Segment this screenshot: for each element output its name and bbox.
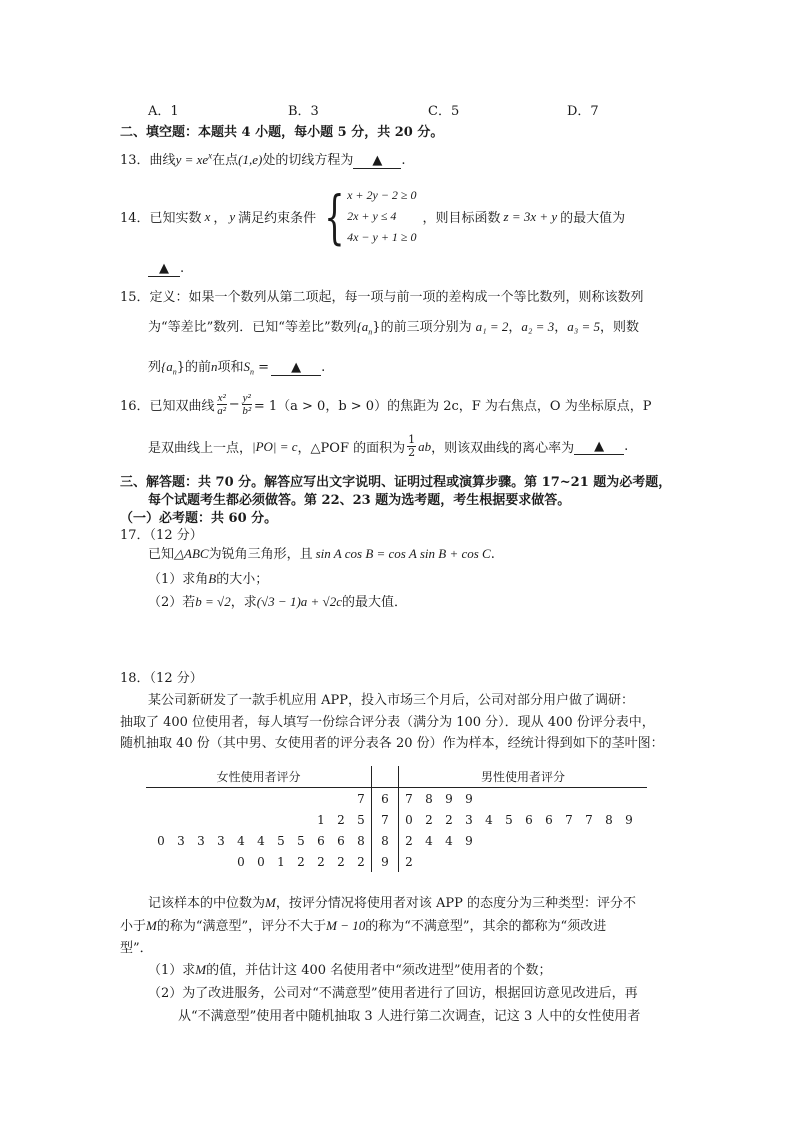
q16-line-1: 16． 已知双曲线 $\frac{\text{x²}}{\text{a²}}$ − $\frac{\text{y²}}{\text{b²}}$ = 1（a > 0，b > 0）的焦距为 2c，F 为右焦点，O 为坐标原点，P bbox=[120, 392, 652, 417]
q18-sub-1: （1）求M的值，并估计这 400 名使用者中“须改进型”使用者的个数； bbox=[148, 962, 552, 978]
left-brace-icon: { bbox=[324, 182, 345, 251]
female-leaf: 2 bbox=[357, 854, 365, 869]
q13-number: 13． bbox=[120, 153, 150, 168]
q14-objective: z = 3x + y bbox=[503, 208, 558, 224]
q15-line3-c: 项和 bbox=[217, 360, 244, 375]
q17-equation: sin A cos B = cos A sin B + cos C bbox=[315, 546, 491, 561]
male-leaf: 9 bbox=[465, 791, 473, 806]
option-c: C．5 bbox=[428, 104, 460, 119]
median-minus-10: M − 10 bbox=[326, 918, 366, 933]
female-leaf: 5 bbox=[297, 833, 305, 848]
q15-line2-b: 的前三项分别为 bbox=[380, 320, 472, 335]
stem-value: 8 bbox=[372, 830, 399, 851]
female-leaves bbox=[146, 788, 372, 810]
option-d: D．7 bbox=[567, 104, 599, 119]
stem-row bbox=[146, 809, 647, 830]
q17-stmt-b: 为锐角三角形，且 bbox=[208, 547, 313, 562]
male-leaf: 2 bbox=[405, 833, 413, 848]
q16-answer-blank: ▲ bbox=[574, 439, 624, 455]
q16-half: $\frac{1}{2}$ bbox=[408, 433, 416, 459]
male-leaf: 8 bbox=[425, 791, 433, 806]
section-3-heading-1: 三、解答题：共 70 分。解答应写出文字说明、证明过程或演算步骤。第 17~21 题为必考题， bbox=[120, 475, 672, 490]
q18-definition-3: 型”． bbox=[120, 941, 153, 956]
female-leaf: 6 bbox=[317, 833, 325, 848]
option-b: B．3 bbox=[288, 104, 319, 119]
q17-end: . bbox=[490, 547, 495, 562]
q15-a2: a₂ = 3 bbox=[521, 319, 555, 334]
female-leaf: 1 bbox=[277, 854, 285, 869]
q17-condition: b = √2 bbox=[195, 594, 231, 609]
q16-eq1: = 1（a > 0，b > 0）的焦距为 2c，F 为右焦点，O 为坐标原点，P bbox=[253, 399, 652, 414]
q14-post: 的最大值为 bbox=[560, 211, 626, 226]
male-leaf: 7 bbox=[405, 791, 413, 806]
q15-line3-b: 的前 bbox=[185, 360, 212, 375]
section-3-heading-2: 每个试题考生都必须做答。第 22、23 题为选考题，考生根据要求做答。 bbox=[148, 493, 571, 508]
female-leaf: 3 bbox=[217, 833, 225, 848]
q15-line2-c: ，则数 bbox=[600, 320, 640, 335]
female-leaf: 3 bbox=[177, 833, 185, 848]
male-leaf: 6 bbox=[545, 812, 553, 827]
male-leaf: 0 bbox=[405, 812, 413, 827]
median-var: M bbox=[265, 895, 276, 910]
q17-part-1: （1）求角B的大小； bbox=[148, 571, 269, 587]
female-leaf: 6 bbox=[337, 833, 345, 848]
q14-sep: ， bbox=[213, 211, 227, 226]
q13-mid: 在点 bbox=[212, 153, 239, 168]
q15-a1: a₁ = 2 bbox=[475, 319, 509, 334]
female-leaves bbox=[146, 851, 372, 872]
female-leaf: 2 bbox=[317, 854, 325, 869]
q16-number: 16． bbox=[120, 399, 150, 414]
female-leaf: 0 bbox=[157, 833, 165, 848]
q14-answer-line bbox=[148, 261, 184, 277]
male-leaf: 2 bbox=[425, 812, 433, 827]
q15-n: n bbox=[211, 359, 218, 374]
male-header: 男性使用者评分 bbox=[399, 766, 648, 788]
female-leaf: 0 bbox=[257, 854, 265, 869]
stem-leaf-table bbox=[146, 766, 647, 872]
q15-line3-a: 列 bbox=[148, 360, 162, 375]
q14-mid: ，则目标函数 bbox=[422, 211, 501, 226]
stem-value: 7 bbox=[372, 809, 399, 830]
male-leaf: 9 bbox=[445, 791, 453, 806]
q17-triangle: △ABC bbox=[174, 546, 209, 561]
q13-end: . bbox=[401, 153, 406, 168]
q16-ab: ab bbox=[418, 438, 432, 454]
q18-definition-1: 记该样本的中位数为M，按评分情况将使用者对该 APP 的态度分为三种类型：评分不 bbox=[148, 895, 637, 911]
male-leaves bbox=[399, 851, 648, 872]
male-leaves bbox=[399, 830, 648, 851]
q16-line2-a: 是双曲线上一点， bbox=[148, 441, 253, 456]
female-leaf: 3 bbox=[197, 833, 205, 848]
male-leaf: 8 bbox=[605, 812, 613, 827]
q16-line2-c: ，则该双曲线的离心率为 bbox=[431, 441, 575, 456]
q17-part-2: （2）若b = √2，求(√3 − 1)a + √2c的最大值． bbox=[148, 594, 407, 610]
female-leaf: 0 bbox=[237, 854, 245, 869]
female-leaf: 7 bbox=[357, 791, 365, 806]
q15-end: . bbox=[321, 360, 326, 375]
male-leaf: 4 bbox=[485, 812, 493, 827]
q15-a3: a₃ = 5 bbox=[567, 319, 601, 334]
q17-stmt-a: 已知 bbox=[148, 547, 175, 562]
q14-pre: 已知实数 bbox=[149, 211, 202, 226]
q14-answer-blank: ▲ bbox=[148, 261, 180, 277]
q13-function: y = xe bbox=[175, 152, 209, 167]
q16-frac-x: $\frac{\text{x²}}{\text{a²}}$ bbox=[217, 392, 227, 417]
female-header: 女性使用者评分 bbox=[146, 766, 372, 788]
q15-line-2: 为“等差比”数列．已知“等差比”数列$\{a_n\}$的前三项分别为 a₁ = 2，a₂ = 3，a₃ = 5，则数 bbox=[148, 319, 640, 337]
female-leaf: 2 bbox=[297, 854, 305, 869]
q18-definition-2: 小于M的称为“满意型”，评分不大于M − 10的称为“不满意型”，其余的都称为“须改进 bbox=[120, 918, 607, 934]
q13-post: 处的切线方程为 bbox=[262, 153, 354, 168]
stem-row bbox=[146, 830, 647, 851]
q14-constraint-2: 2x + y ≤ 4 bbox=[347, 209, 397, 223]
q18-head: 18．（12 分） bbox=[120, 671, 203, 686]
q15-sn-sub: n bbox=[250, 367, 255, 377]
q13-pre: 曲线 bbox=[149, 153, 176, 168]
q13-exponent: x bbox=[208, 150, 213, 161]
stem-value: 9 bbox=[372, 851, 399, 872]
male-leaf: 6 bbox=[525, 812, 533, 827]
male-leaf: 9 bbox=[465, 833, 473, 848]
stem-value: 6 bbox=[372, 788, 399, 810]
q18-para-3: 随机抽取 40 份（其中男、女使用者的评分表各 20 份）作为样本，经统计得到如下的茎叶图： bbox=[120, 736, 664, 751]
male-leaf: 2 bbox=[405, 854, 413, 869]
section-3-required: （一）必考题：共 60 分。 bbox=[120, 511, 278, 526]
q14-constraint-1: x + 2y − 2 ≥ 0 bbox=[347, 188, 417, 202]
female-leaf: 5 bbox=[357, 812, 365, 827]
q13-point: (1,e) bbox=[238, 152, 263, 167]
question-13 bbox=[120, 149, 406, 169]
question-14 bbox=[120, 182, 626, 251]
q15-seq: {a bbox=[356, 319, 369, 334]
male-leaf: 9 bbox=[625, 812, 633, 827]
q14-constraint-3: 4x − y + 1 ≥ 0 bbox=[347, 230, 417, 244]
female-leaf: 2 bbox=[337, 812, 345, 827]
male-leaf: 2 bbox=[445, 812, 453, 827]
q16-pre: 已知双曲线 bbox=[149, 399, 215, 414]
female-leaves bbox=[146, 830, 372, 851]
q17-expression: (√3 − 1)a + √2c bbox=[256, 594, 342, 609]
female-leaf: 2 bbox=[337, 854, 345, 869]
q14-number: 14． bbox=[120, 211, 150, 226]
q17-statement bbox=[148, 543, 495, 562]
q16-frac-y: $\frac{\text{y²}}{\text{b²}}$ bbox=[242, 392, 252, 417]
male-leaf: 4 bbox=[425, 833, 433, 848]
q16-po: |PO| = c bbox=[252, 438, 298, 454]
female-leaf: 4 bbox=[257, 833, 265, 848]
q17-head: 17．（12 分） bbox=[120, 528, 203, 543]
male-leaf: 7 bbox=[585, 812, 593, 827]
male-leaf: 4 bbox=[445, 833, 453, 848]
q16-line2-b: ，△POF 的面积为 bbox=[297, 441, 406, 456]
q14-var-x: x bbox=[204, 208, 211, 224]
q18-para-2: 抽取了 400 位使用者，每人填写一份综合评分表（满分为 100 分）．现从 400 份评分表中， bbox=[120, 715, 655, 730]
q15-line3-seq: {a bbox=[161, 359, 173, 374]
male-leaf: 3 bbox=[465, 812, 473, 827]
male-leaf: 7 bbox=[565, 812, 573, 827]
section-2-heading: 二、填空题：本题共 4 小题，每小题 5 分，共 20 分。 bbox=[120, 125, 444, 140]
q17-angle-b: B bbox=[208, 571, 217, 586]
stem-row bbox=[146, 788, 647, 810]
q14-constraint-system bbox=[316, 182, 417, 251]
q15-sn: S bbox=[243, 359, 251, 374]
q15-eq: = bbox=[254, 360, 270, 375]
q15-line-1: 15．定义：如果一个数列从第二项起，每一项与前一项的差构成一个等比数列，则称该数列 bbox=[120, 290, 644, 305]
q18-sub-2b: 从“不满意型”使用者中随机抽取 3 人进行第二次调查，记这 3 人中的女性使用者 bbox=[178, 1009, 641, 1024]
male-leaf: 5 bbox=[505, 812, 513, 827]
q13-answer-blank: ▲ bbox=[353, 153, 401, 169]
q14-end: . bbox=[180, 261, 185, 276]
female-leaf: 4 bbox=[237, 833, 245, 848]
q16-line-2 bbox=[148, 434, 628, 459]
female-leaf: 1 bbox=[317, 812, 325, 827]
q14-cond: 满足约束条件 bbox=[238, 211, 317, 226]
stem-row bbox=[146, 851, 647, 872]
q14-var-y: y bbox=[229, 208, 236, 224]
q16-end: . bbox=[624, 439, 629, 454]
option-a: A．1 bbox=[148, 104, 179, 119]
male-leaves bbox=[399, 809, 648, 830]
female-leaf: 5 bbox=[277, 833, 285, 848]
q18-para-1: 某公司新研发了一款手机应用 APP，投入市场三个月后，公司对部分用户做了调研： bbox=[148, 693, 635, 708]
q15-answer-blank: ▲ bbox=[271, 360, 321, 376]
q15-line2-a: 为“等差比”数列．已知“等差比”数列 bbox=[148, 320, 357, 335]
male-leaves bbox=[399, 788, 648, 810]
female-leaf: 8 bbox=[357, 833, 365, 848]
q18-sub-2a: （2）为了改进服务，公司对“不满意型”使用者进行了回访，根据回访意见改进后，再 bbox=[148, 986, 638, 1001]
q15-line-3: 列$\{a_n\}$的前n项和$S_n$ = ▲ . bbox=[148, 359, 326, 377]
female-leaves bbox=[146, 809, 372, 830]
